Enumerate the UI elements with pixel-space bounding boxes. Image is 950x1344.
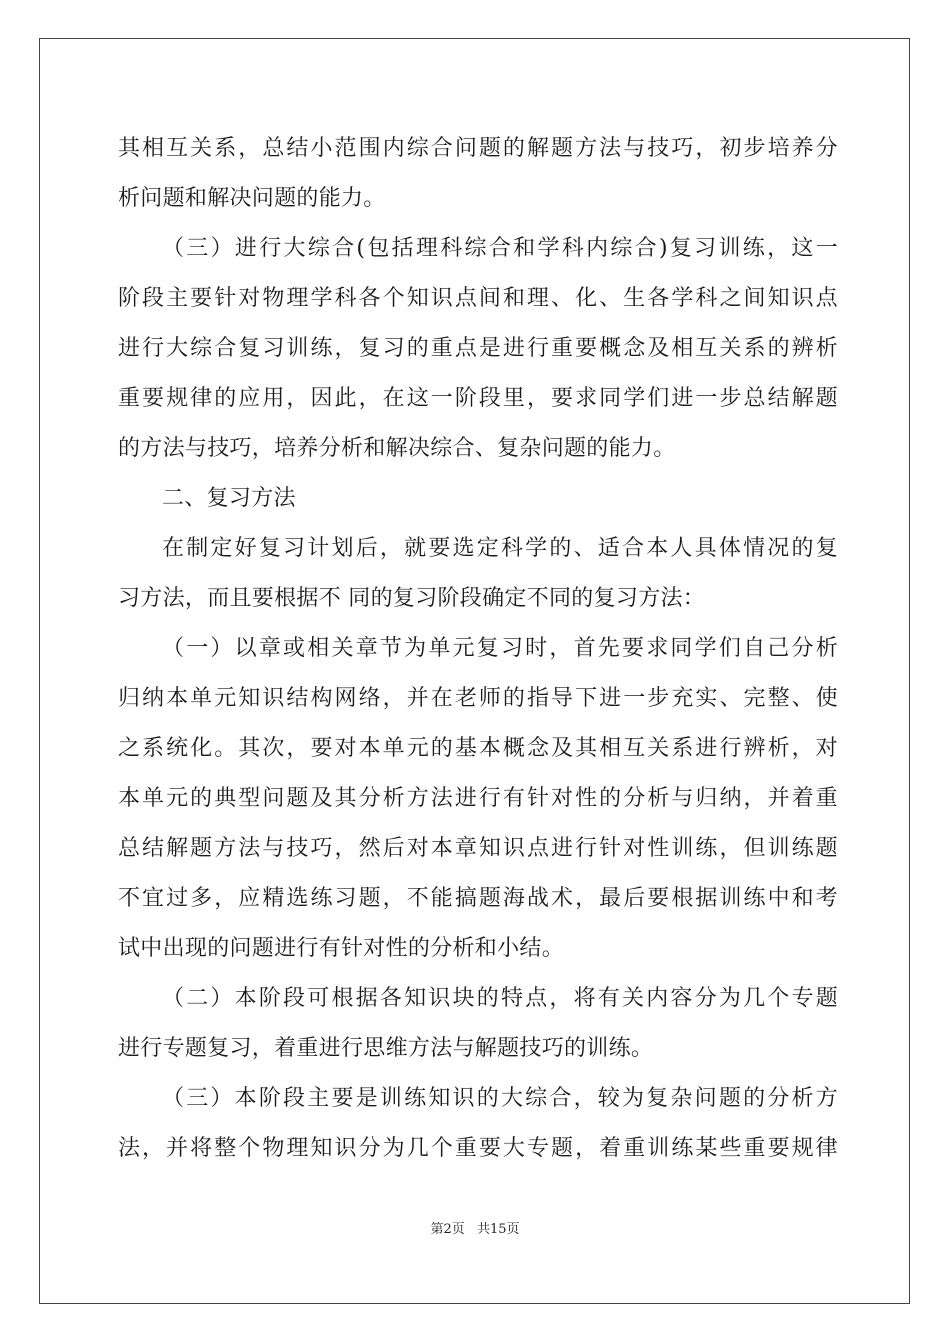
text-line: 本单元的典型问题及其分析方法进行有针对性的分析与归纳，并着重 — [118, 786, 838, 811]
text-line: 归纳本单元知识结构网络，并在老师的指导下进一步充实、完整、使 — [118, 686, 838, 711]
text-line: 进行专题复习，着重进行思维方法与解题技巧的训练。 — [118, 1036, 654, 1061]
text-line: 不宜过多，应精选练习题，不能搞题海战术，最后要根据训练中和考 — [118, 886, 838, 911]
page-total: 共15页 — [476, 1222, 520, 1237]
text-line: 习方法，而且要根据不 同的复习阶段确定不同的复习方法： — [118, 586, 706, 611]
text-line: 析问题和解决问题的能力。 — [118, 186, 386, 211]
text-line: 进行大综合复习训练，复习的重点是进行重要概念及相互关系的辨析 — [118, 336, 838, 361]
text-line: （三）本阶段主要是训练知识的大综合，较为复杂问题的分析方 — [162, 1086, 838, 1111]
text-line: （二）本阶段可根据各知识块的特点，将有关内容分为几个专题 — [162, 986, 838, 1011]
text-line: 之系统化。其次，要对本单元的基本概念及其相互关系进行辨析，对 — [118, 736, 838, 761]
text-line: （三）进行大综合(包括理科综合和学科内综合)复习训练，这一 — [162, 236, 838, 261]
text-line: 在制定好复习计划后，就要选定科学的、适合本人具体情况的复 — [162, 536, 838, 561]
text-line: 阶段主要针对物理学科各个知识点间和理、化、生各学科之间知识点 — [118, 286, 838, 311]
text-line: 其相互关系，总结小范围内综合问题的解题方法与技巧，初步培养分 — [118, 136, 838, 161]
text-line: 总结解题方法与技巧，然后对本章知识点进行针对性训练，但训练题 — [118, 836, 838, 861]
text-line: 二、复习方法 — [162, 486, 296, 511]
text-line: 试中出现的问题进行有针对性的分析和小结。 — [118, 936, 565, 961]
text-line: （一）以章或相关章节为单元复习时，首先要求同学们自己分析 — [162, 636, 838, 661]
page-footer — [0, 1218, 950, 1237]
text-line: 重要规律的应用，因此，在这一阶段里，要求同学们进一步总结解题 — [118, 386, 838, 411]
text-line: 的方法与技巧，培养分析和解决综合、复杂问题的能力。 — [118, 436, 676, 461]
document-body — [118, 124, 838, 1174]
page-number: 第2页 — [430, 1222, 465, 1237]
text-line: 法，并将整个物理知识分为几个重要大专题，着重训练某些重要规律 — [118, 1136, 838, 1161]
